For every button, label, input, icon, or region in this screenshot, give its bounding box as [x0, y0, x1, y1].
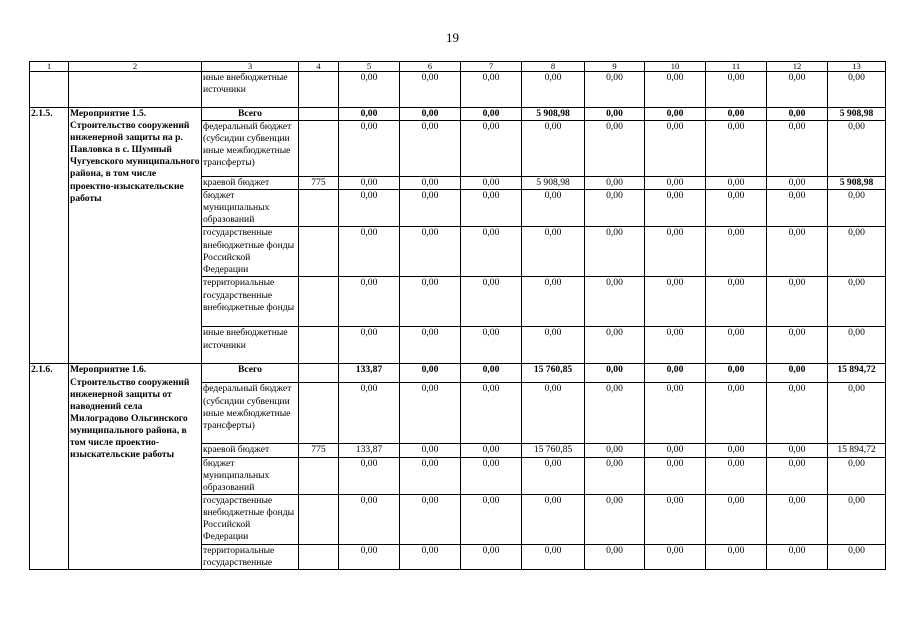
- value-cell: 0,00: [339, 177, 400, 190]
- value-cell: 0,00: [645, 457, 706, 494]
- code-cell: [299, 494, 339, 544]
- header-cell: 5: [339, 62, 400, 72]
- value-cell: 0,00: [645, 108, 706, 121]
- source-cell: территориальные государственные внебюджетные фонды: [202, 277, 299, 327]
- value-cell: 0,00: [461, 277, 522, 327]
- source-cell: территориальные государственные: [202, 544, 299, 569]
- source-cell: краевой бюджет: [202, 177, 299, 190]
- value-cell: 0,00: [828, 72, 886, 108]
- source-cell: бюджет муниципальных образований: [202, 190, 299, 227]
- value-cell: 0,00: [461, 383, 522, 444]
- header-cell: 4: [299, 62, 339, 72]
- value-cell: 0,00: [767, 327, 828, 364]
- value-cell: 0,00: [828, 544, 886, 569]
- value-cell: 0,00: [522, 383, 585, 444]
- value-cell: 0,00: [400, 227, 461, 277]
- value-cell: 0,00: [461, 108, 522, 121]
- value-cell: 15 894,72: [828, 364, 886, 383]
- value-cell: 0,00: [585, 327, 645, 364]
- code-cell: [299, 227, 339, 277]
- value-cell: 0,00: [706, 277, 767, 327]
- value-cell: 0,00: [585, 108, 645, 121]
- value-cell: 0,00: [706, 177, 767, 190]
- value-cell: 133,87: [339, 364, 400, 383]
- source-cell: государственные внебюджетные фонды Российской Федерации: [202, 227, 299, 277]
- value-cell: 0,00: [767, 277, 828, 327]
- source-cell: иные внебюджетные источники: [202, 327, 299, 364]
- value-cell: 0,00: [828, 457, 886, 494]
- value-cell: 0,00: [461, 72, 522, 108]
- code-cell: [299, 190, 339, 227]
- value-cell: 0,00: [645, 383, 706, 444]
- source-cell: иные внебюджетные источники: [202, 72, 299, 108]
- value-cell: 0,00: [461, 364, 522, 383]
- header-cell: 7: [461, 62, 522, 72]
- value-cell: 0,00: [645, 494, 706, 544]
- total-row: [30, 364, 886, 383]
- value-cell: 0,00: [400, 72, 461, 108]
- value-cell: 0,00: [767, 190, 828, 227]
- value-cell: 0,00: [339, 227, 400, 277]
- measure-id: 2.1.5.: [30, 108, 69, 364]
- value-cell: 0,00: [585, 364, 645, 383]
- value-cell: 0,00: [400, 494, 461, 544]
- header-cell: 12: [767, 62, 828, 72]
- code-cell: [299, 457, 339, 494]
- value-cell: 0,00: [339, 457, 400, 494]
- value-cell: 0,00: [522, 121, 585, 177]
- value-cell: 0,00: [767, 544, 828, 569]
- value-cell: 0,00: [767, 72, 828, 108]
- value-cell: 0,00: [522, 190, 585, 227]
- source-cell: Всего: [202, 108, 299, 121]
- value-cell: 0,00: [828, 383, 886, 444]
- description-cell: [69, 72, 202, 108]
- value-cell: 0,00: [585, 190, 645, 227]
- total-row: [30, 108, 886, 121]
- value-cell: 0,00: [645, 277, 706, 327]
- measure-id: 2.1.6.: [30, 364, 69, 570]
- value-cell: 0,00: [828, 227, 886, 277]
- value-cell: 0,00: [585, 494, 645, 544]
- source-cell: Всего: [202, 364, 299, 383]
- value-cell: 0,00: [339, 327, 400, 364]
- value-cell: 0,00: [706, 444, 767, 457]
- value-cell: 0,00: [400, 108, 461, 121]
- value-cell: 0,00: [585, 227, 645, 277]
- header-row: [30, 62, 886, 72]
- value-cell: 0,00: [461, 457, 522, 494]
- value-cell: 0,00: [767, 457, 828, 494]
- value-cell: 0,00: [400, 121, 461, 177]
- value-cell: 5 908,98: [828, 108, 886, 121]
- code-cell: [299, 72, 339, 108]
- value-cell: 0,00: [522, 457, 585, 494]
- header-cell: 6: [400, 62, 461, 72]
- value-cell: 0,00: [339, 190, 400, 227]
- value-cell: 0,00: [400, 457, 461, 494]
- value-cell: 0,00: [706, 227, 767, 277]
- header-cell: 10: [645, 62, 706, 72]
- header-cell: 1: [30, 62, 69, 72]
- value-cell: 0,00: [461, 121, 522, 177]
- value-cell: 0,00: [461, 190, 522, 227]
- value-cell: 0,00: [339, 383, 400, 444]
- value-cell: 0,00: [706, 364, 767, 383]
- code-cell: 775: [299, 444, 339, 457]
- value-cell: 0,00: [400, 277, 461, 327]
- value-cell: 133,87: [339, 444, 400, 457]
- value-cell: 0,00: [461, 444, 522, 457]
- value-cell: 0,00: [400, 190, 461, 227]
- value-cell: 0,00: [706, 72, 767, 108]
- value-cell: 0,00: [585, 457, 645, 494]
- code-cell: [299, 108, 339, 121]
- value-cell: 0,00: [585, 383, 645, 444]
- header-cell: 8: [522, 62, 585, 72]
- value-cell: 0,00: [767, 494, 828, 544]
- code-cell: [299, 121, 339, 177]
- source-cell: бюджет муниципальных образований: [202, 457, 299, 494]
- value-cell: 0,00: [706, 121, 767, 177]
- value-cell: 0,00: [522, 277, 585, 327]
- value-cell: 0,00: [767, 383, 828, 444]
- value-cell: 0,00: [461, 544, 522, 569]
- header-cell: 9: [585, 62, 645, 72]
- code-cell: [299, 544, 339, 569]
- value-cell: 0,00: [645, 227, 706, 277]
- code-cell: [299, 364, 339, 383]
- value-cell: 0,00: [585, 72, 645, 108]
- page-number: 19: [446, 30, 459, 45]
- value-cell: 0,00: [706, 457, 767, 494]
- value-cell: 0,00: [828, 494, 886, 544]
- value-cell: 0,00: [400, 544, 461, 569]
- value-cell: 0,00: [400, 444, 461, 457]
- table-row: [30, 72, 886, 108]
- value-cell: 0,00: [706, 494, 767, 544]
- value-cell: 0,00: [461, 494, 522, 544]
- header-cell: 3: [202, 62, 299, 72]
- value-cell: 0,00: [522, 72, 585, 108]
- source-cell: федеральный бюджет (субсидии субвенции иные межбюджетные трансферты): [202, 383, 299, 444]
- value-cell: 0,00: [828, 190, 886, 227]
- value-cell: 5 908,98: [828, 177, 886, 190]
- value-cell: 0,00: [767, 177, 828, 190]
- value-cell: 0,00: [461, 177, 522, 190]
- value-cell: 0,00: [706, 383, 767, 444]
- table-body: [30, 62, 886, 570]
- code-cell: [299, 383, 339, 444]
- value-cell: 0,00: [339, 544, 400, 569]
- value-cell: 0,00: [767, 364, 828, 383]
- value-cell: 0,00: [645, 444, 706, 457]
- value-cell: 0,00: [585, 177, 645, 190]
- value-cell: 0,00: [706, 327, 767, 364]
- measure-description: Мероприятие 1.6. Строительство сооружений инженерной защиты от наводнений села Милоградово Ольгинского муниципального района, в том числе проектно-изыскательские работы: [69, 364, 202, 570]
- value-cell: 0,00: [645, 364, 706, 383]
- value-cell: 0,00: [645, 177, 706, 190]
- value-cell: 0,00: [339, 494, 400, 544]
- header-cell: 11: [706, 62, 767, 72]
- value-cell: 0,00: [339, 108, 400, 121]
- code-cell: [299, 277, 339, 327]
- value-cell: 0,00: [645, 327, 706, 364]
- measure-description: Мероприятие 1.5. Строительство сооружений инженерной защиты на р. Павловка в с. Шумный Чугуевского муниципального района, в том числе проектно-изыскательские работы: [69, 108, 202, 364]
- header-cell: 2: [69, 62, 202, 72]
- value-cell: 0,00: [339, 121, 400, 177]
- value-cell: 0,00: [828, 277, 886, 327]
- value-cell: 0,00: [767, 108, 828, 121]
- value-cell: 0,00: [400, 364, 461, 383]
- value-cell: 0,00: [522, 227, 585, 277]
- value-cell: 0,00: [585, 121, 645, 177]
- value-cell: 0,00: [522, 544, 585, 569]
- header-cell: 13: [828, 62, 886, 72]
- value-cell: 0,00: [645, 190, 706, 227]
- value-cell: 15 760,85: [522, 364, 585, 383]
- value-cell: 0,00: [585, 277, 645, 327]
- value-cell: 0,00: [400, 327, 461, 364]
- value-cell: 0,00: [585, 444, 645, 457]
- value-cell: 0,00: [706, 190, 767, 227]
- value-cell: 0,00: [645, 544, 706, 569]
- value-cell: 15 760,85: [522, 444, 585, 457]
- value-cell: 0,00: [522, 327, 585, 364]
- value-cell: 0,00: [400, 177, 461, 190]
- value-cell: 0,00: [706, 544, 767, 569]
- source-cell: государственные внебюджетные фонды Российской Федерации: [202, 494, 299, 544]
- value-cell: 0,00: [339, 277, 400, 327]
- source-cell: федеральный бюджет (субсидии субвенции иные межбюджетные трансферты): [202, 121, 299, 177]
- value-cell: 5 908,98: [522, 108, 585, 121]
- value-cell: 0,00: [400, 383, 461, 444]
- value-cell: 0,00: [828, 327, 886, 364]
- value-cell: 5 908,98: [522, 177, 585, 190]
- budget-table: [29, 61, 886, 570]
- code-cell: 775: [299, 177, 339, 190]
- source-cell: краевой бюджет: [202, 444, 299, 457]
- value-cell: 0,00: [522, 494, 585, 544]
- value-cell: 0,00: [585, 544, 645, 569]
- value-cell: 0,00: [461, 327, 522, 364]
- value-cell: 0,00: [645, 121, 706, 177]
- value-cell: 0,00: [706, 108, 767, 121]
- value-cell: 0,00: [767, 121, 828, 177]
- value-cell: 0,00: [645, 72, 706, 108]
- value-cell: 0,00: [828, 121, 886, 177]
- value-cell: 0,00: [767, 227, 828, 277]
- value-cell: 15 894,72: [828, 444, 886, 457]
- value-cell: 0,00: [767, 444, 828, 457]
- id-cell: [30, 72, 69, 108]
- value-cell: 0,00: [339, 72, 400, 108]
- value-cell: 0,00: [461, 227, 522, 277]
- code-cell: [299, 327, 339, 364]
